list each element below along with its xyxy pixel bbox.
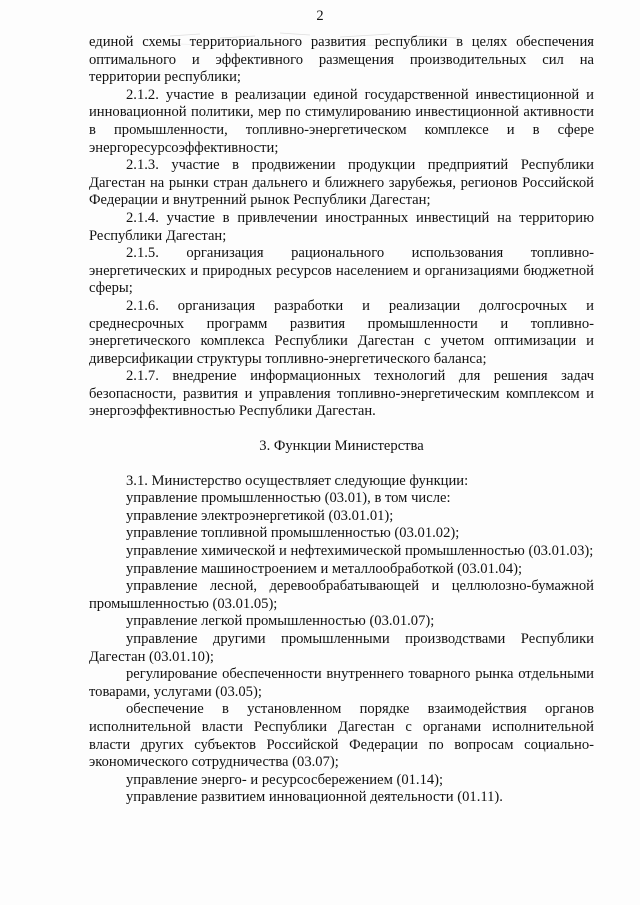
function-item: управление энерго- и ресурсосбережением (01.14); <box>126 771 444 788</box>
page-number: 2 <box>316 8 324 24</box>
paragraph-2-1-5: 2.1.5. организация рационального использования топливно-энергетических и природных ресурсов населением и организациями бюджетной сферы; <box>89 245 594 297</box>
function-item: обеспечение в установленном порядке взаимодействия органов исполнительной власти Республики Дагестан с органами исполнительной власти других субъектов Российской Федерации по вопросам социально-экономического сотрудничества (03.07); <box>89 701 594 771</box>
function-item: управление химической и нефтехимической промышленностью (03.01.03); <box>126 543 594 560</box>
function-item: управление развитием инновационной деятельности (01.11). <box>126 789 503 806</box>
paragraph-2-1-2: 2.1.2. участие в реализации единой государственной инвестиционной и инновационной политики, мер по стимулированию инвестиционной активности в промышленности, топливно-энергетическом комплексе и в сфере энергоресурсоэффективности; <box>89 86 594 156</box>
function-item: управление лесной, деревообрабатывающей и целлюлозно-бумажной промышленностью (03.01.05); <box>89 578 594 612</box>
function-item: управление другими промышленными производствами Республики Дагестан (03.01.10); <box>89 631 594 665</box>
paragraph-3-1: 3.1. Министерство осуществляет следующие функции: <box>126 472 469 489</box>
paragraph-2-1-7: 2.1.7. внедрение информационных технологий для решения задач безопасности, развития и управления топливно-энергетическим комплексом и энергоэффективностью Республики Дагестан. <box>89 368 594 420</box>
paragraph-2-1-3: 2.1.3. участие в продвижении продукции предприятий Республики Дагестан на рынки стран дальнего и ближнего зарубежья, регионов Российской Федерации и внутренний рынок Республики Дагестан; <box>89 157 594 209</box>
function-item: управление электроэнергетикой (03.01.01); <box>126 507 394 524</box>
function-item: управление промышленностью (03.01), в том числе: <box>126 490 451 507</box>
function-item: управление машиностроением и металлообработкой (03.01.04); <box>126 560 523 577</box>
function-item: управление топливной промышленностью (03.01.02); <box>126 525 460 542</box>
document-body <box>89 34 594 807</box>
section-3-heading: 3. Функции Министерства <box>259 438 424 455</box>
paragraph-2-1-4: 2.1.4. участие в привлечении иностранных инвестиций на территорию Республики Дагестан; <box>89 209 594 244</box>
function-item: управление легкой промышленностью (03.01.07); <box>126 613 435 630</box>
function-item: регулирование обеспеченности внутреннего товарного рынка отдельными товарами, услугами (03.05); <box>89 666 594 700</box>
paragraph-2-1-1-continued: единой схемы территориального развития республики в целях обеспечения оптимального и эффективного размещения производительных сил на территории республики; <box>89 34 594 86</box>
paragraph-2-1-6: 2.1.6. организация разработки и реализации долгосрочных и среднесрочных программ развития промышленности и топливно-энергетического комплекса Республики Дагестан с учетом оптимизации и диверсификации структуры топливно-энергетического баланса; <box>89 297 594 367</box>
